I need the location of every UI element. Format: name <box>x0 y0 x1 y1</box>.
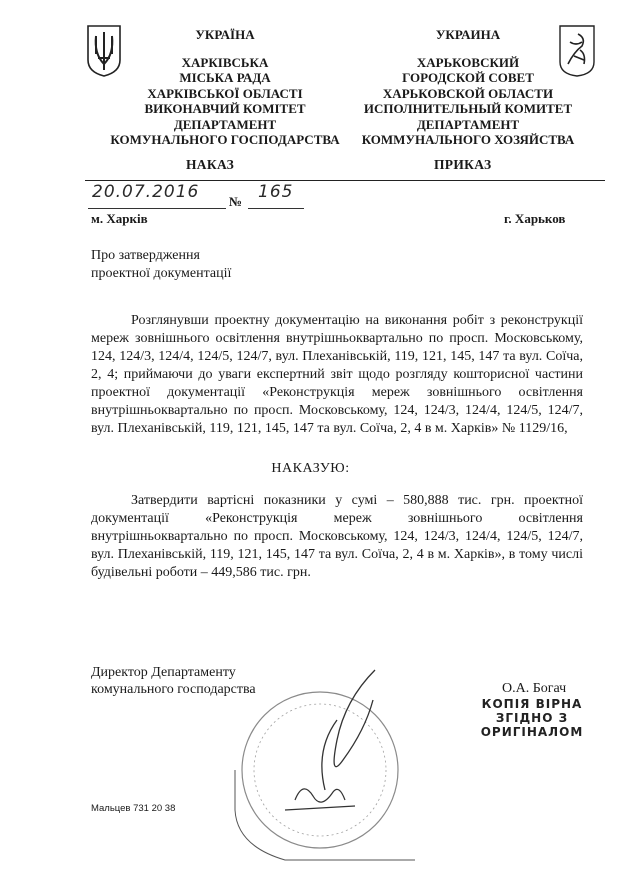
number-underline <box>248 208 304 209</box>
stamp-line: КОПІЯ ВІРНА <box>481 697 583 711</box>
round-seal <box>242 692 398 848</box>
certified-copy-stamp <box>478 697 586 739</box>
stamp-line: ОРИГІНАЛОМ <box>480 725 584 739</box>
country-name-ru: УКРАИНА <box>435 27 501 42</box>
order-date: 20.07.2016 <box>92 182 200 202</box>
header-line: ХАРЬКОВСКОЙ ОБЛАСТИ <box>382 85 554 101</box>
city-ru: г. Харьков <box>504 211 566 226</box>
order-number: 165 <box>258 182 294 202</box>
header-line: ИСПОЛНИТЕЛЬНЫЙ КОМИТЕТ <box>363 101 573 116</box>
header-line: ДЕПАРТАМЕНТ <box>173 116 277 132</box>
header-line: КОМУНАЛЬНОГО ГОСПОДАРСТВА <box>110 132 340 147</box>
paragraph-considering: Розглянувши проектну документацію на виконання робіт з реконструкції мереж зовнішнього освітлення внутрішньоквартально по просп. Московському, 124, 124/3, 124/4, 124/5, 124/7, вул. Плеханівській, 119, 121, 145, 147 та вул. Соїча, 2, 4; приймаючи до уваги експертний звіт щодо розгляду кошторисної частини проектної документації «Реконструкція мереж зовнішнього освітлення внутрішньоквартально по просп. Московському, 124, 124/3, 124/4, 124/5, 124/7, вул. Плеханівській, 119, 121, 145, 147 та вул. Соїча, 2, 4 в м. Харків» № 1129/16, <box>91 313 583 436</box>
header-right-block <box>352 27 584 148</box>
position-line: Директор Департаменту <box>91 665 236 680</box>
country-name-ua: УКРАЇНА <box>195 27 255 42</box>
order-title-ua: НАКАЗ <box>186 157 235 172</box>
header-line: ВИКОНАВЧИЙ КОМІТЕТ <box>144 101 306 116</box>
header-left-block <box>110 27 340 148</box>
header-line: МІСЬКА РАДА <box>179 70 271 85</box>
city-ua: м. Харків <box>91 211 148 226</box>
signature-and-seal <box>225 660 425 876</box>
executor-contact: Мальцев 731 20 38 <box>91 803 176 814</box>
stamp-line: ЗГІДНО З <box>495 711 569 725</box>
subject-line: проектної документації <box>91 266 232 281</box>
number-sign: № <box>229 194 243 209</box>
order-subject <box>91 247 231 283</box>
header-divider <box>85 180 605 181</box>
signer-name: О.А. Богач <box>502 681 567 696</box>
order-word: НАКАЗУЮ: <box>271 461 350 476</box>
header-line: ДЕПАРТАМЕНТ <box>416 116 520 132</box>
handwritten-signature <box>322 670 375 790</box>
header-line: ХАРЬКОВСКИЙ <box>416 54 520 70</box>
header-line: ХАРКІВСЬКА <box>181 54 269 70</box>
date-underline <box>88 208 226 209</box>
header-line: ГОРОДСКОЙ СОВЕТ <box>402 70 534 85</box>
position-line: комунального господарства <box>91 682 256 697</box>
paragraph-approve: Затвердити вартісні показники у сумі – 580,888 тис. грн. проектної документації «Реконструкція мереж зовнішнього освітлення внутрішньоквартально по просп. Московському, 124, 124/3, 124/4, 124/5, 124/7, вул. Плеханівській, 119, 121, 145, 147 та вул. Соїча, 2, 4 в м. Харків», в тому числі будівельні роботи – 449,586 тис. грн. <box>91 493 583 580</box>
header-line: ХАРКІВСЬКОЇ ОБЛАСТІ <box>147 85 303 101</box>
order-title-ru: ПРИКАЗ <box>434 157 492 172</box>
header-line: КОММУНАЛЬНОГО ХОЗЯЙСТВА <box>361 132 575 147</box>
subject-line: Про затвердження <box>91 248 200 263</box>
